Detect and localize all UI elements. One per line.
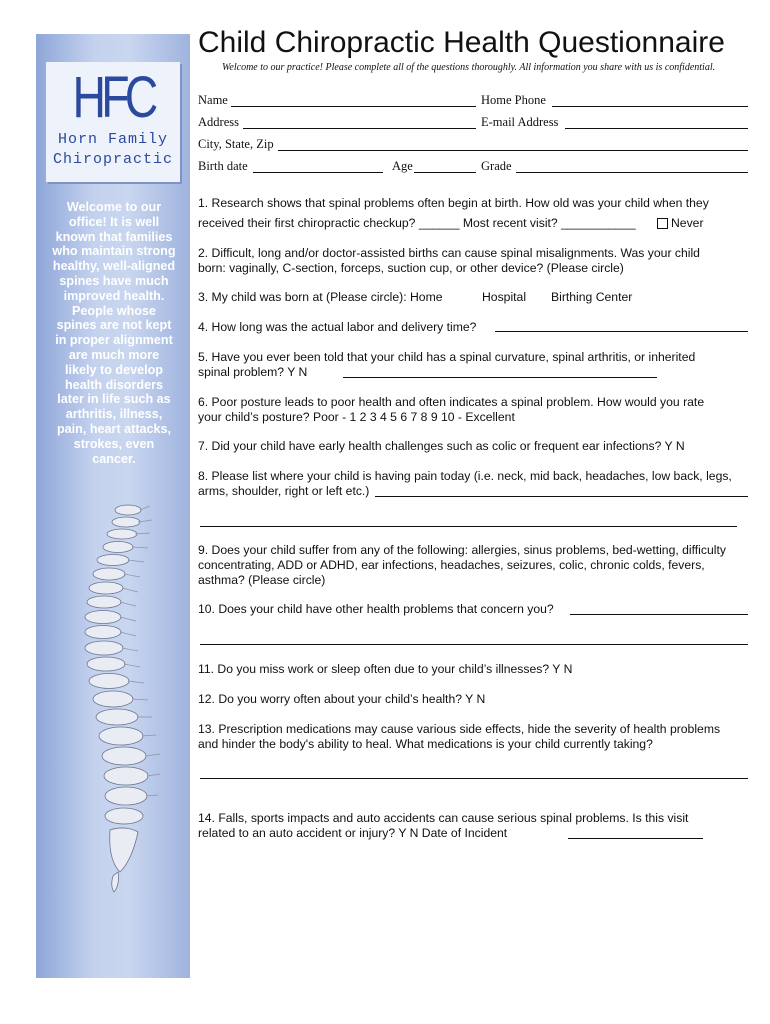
name-field[interactable] [231, 106, 476, 107]
other-problems-field[interactable] [570, 614, 748, 615]
grade-field[interactable] [516, 172, 748, 173]
spinal-problem-field[interactable] [343, 377, 657, 378]
city-state-zip-field[interactable] [278, 150, 748, 151]
question-14: 14. Falls, sports impacts and auto accidents can cause serious spinal problems. Is this visit [198, 811, 689, 825]
other-problems-field-2[interactable] [200, 644, 748, 645]
question-9: 9. Does your child suffer from any of the following: allergies, sinus problems, bed-wetting, difficulty [198, 543, 726, 557]
question-4: 4. How long was the actual labor and delivery time? [198, 320, 477, 334]
page-subtitle: Welcome to our practice! Please complete all of the questions thoroughly. All information you share with us is confidential. [222, 62, 716, 73]
pain-location-field-2[interactable] [200, 526, 737, 527]
welcome-line: are much more [68, 347, 160, 362]
question-3: 3. My child was born at (Please circle): Home [198, 290, 443, 304]
question-5-line-2: spinal problem? Y N [198, 365, 308, 379]
page-title: Child Chiropractic Health Questionnaire [198, 26, 725, 59]
birth-date-field[interactable] [253, 172, 383, 173]
never-label: Never [671, 216, 704, 230]
home-phone-field[interactable] [552, 106, 748, 107]
address-label: Address [198, 115, 239, 129]
question-1-line-2: received their first chiropractic checkup? ______ Most recent visit? ___________ [198, 216, 636, 230]
birth-date-label: Birth date [198, 159, 248, 173]
date-of-incident-field[interactable] [568, 838, 703, 839]
question-9-line-3: asthma? (Please circle) [198, 573, 326, 587]
welcome-line: office! It is well [68, 214, 160, 229]
address-field[interactable] [243, 128, 476, 129]
question-11: 11. Do you miss work or sleep often due to your child’s illnesses? Y N [198, 662, 573, 676]
question-2: 2. Difficult, long and/or doctor-assisted births can cause spinal misalignments. Was your child [198, 246, 700, 260]
question-7: 7. Did your child have early health challenges such as colic or frequent ear infections? Y N [198, 439, 685, 453]
welcome-line: strokes, even [73, 436, 155, 451]
email-label: E-mail Address [481, 115, 559, 129]
welcome-line: known that families [55, 229, 173, 244]
name-label: Name [198, 93, 228, 107]
age-field[interactable] [414, 172, 476, 173]
welcome-line: spines have much [59, 273, 169, 288]
question-6: 6. Poor posture leads to poor health and often indicates a spinal problem. How would you rate [198, 395, 705, 409]
welcome-line: spines are not kept [56, 318, 172, 333]
welcome-line: People whose [72, 303, 156, 318]
age-label: Age [392, 159, 413, 173]
question-9-line-2: concentrating, ADD or ADHD, ear infections, headaches, seizures, colic, chronic colds, fevers, [198, 558, 705, 572]
question-10: 10. Does your child have other health problems that concern you? [198, 602, 554, 616]
welcome-line: improved health. [63, 288, 165, 303]
welcome-line: later in life such as [57, 392, 171, 407]
question-5: 5. Have you ever been told that your child has a spinal curvature, spinal arthritis, or inherited [198, 350, 696, 364]
logo-line-2: Chiropractic [52, 151, 174, 168]
posture-rating-scale[interactable]: your child’s posture? Poor - 1 2 3 4 5 6 7 8 9 10 - Excellent [198, 410, 515, 424]
welcome-line: likely to develop [65, 362, 163, 377]
question-12: 12. Do you worry often about your child’s health? Y N [198, 692, 486, 706]
home-phone-label: Home Phone [481, 93, 546, 107]
welcome-line: pain, heart attacks, [56, 421, 172, 436]
welcome-message [44, 200, 184, 466]
logo-letters: HFC [72, 65, 154, 130]
welcome-line: cancer. [92, 451, 136, 466]
question-8-line-2: arms, shoulder, right or left etc.) [198, 484, 370, 498]
grade-label: Grade [481, 159, 512, 173]
question-8: 8. Please list where your child is having pain today (i.e. neck, mid back, headaches, low back, legs, [198, 469, 732, 483]
city-label: City, State, Zip [198, 137, 274, 151]
email-field[interactable] [565, 128, 748, 129]
never-checkbox[interactable] [657, 218, 668, 229]
medications-field[interactable] [200, 778, 748, 779]
option-birthing-center[interactable]: Birthing Center [551, 290, 633, 304]
welcome-line: Welcome to our [66, 200, 162, 214]
welcome-line: in proper alignment [55, 333, 173, 348]
labor-time-field[interactable] [495, 331, 748, 332]
question-13: 13. Prescription medications may cause various side effects, hide the severity of health problems [198, 722, 721, 736]
option-hospital[interactable]: Hospital [482, 290, 527, 304]
question-2-line-2: born: vaginally, C-section, forceps, suction cup, or other device? (Please circle) [198, 261, 624, 275]
welcome-line: health disorders [65, 377, 163, 392]
question-1: 1. Research shows that spinal problems often begin at birth. How old was your child when they [198, 196, 709, 210]
welcome-line: who maintain strong [52, 244, 176, 259]
logo-line-1: Horn Family [57, 131, 169, 148]
pain-location-field[interactable] [375, 496, 748, 497]
welcome-line: healthy, well-aligned [52, 259, 176, 274]
welcome-line: arthritis, illness, [65, 407, 163, 422]
spine-illustration [80, 500, 190, 920]
question-13-line-2: and hinder the body's ability to heal. What medications is your child currently taking? [198, 737, 653, 751]
question-14-line-2: related to an auto accident or injury? Y N Date of Incident [198, 826, 508, 840]
